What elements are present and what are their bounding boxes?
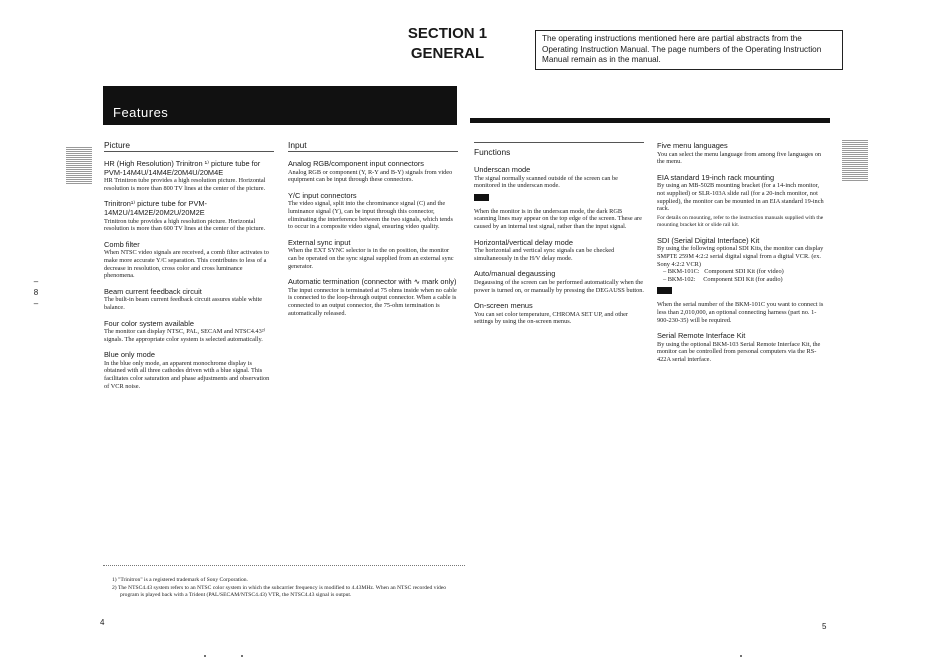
item-title: Four color system available: [104, 318, 194, 328]
features-banner: [103, 86, 457, 124]
item-title: Serial Remote Interface Kit: [657, 331, 746, 341]
column-more: [657, 142, 827, 363]
item-title: Automatic termination (connector with ∿ mark only): [288, 277, 457, 287]
item-body: By using the optional BKM-103 Serial Remote Interface Kit, the monitor can be controlled from personal computers via the RS-422A serial interface.: [657, 340, 821, 363]
item-body: Degaussing of the screen can be performed automatically when the power is turned on, or manually by pressing the DEGAUSS button.: [474, 278, 644, 294]
side-page-marker: – 8 –: [33, 277, 39, 308]
item-title: SDI (Serial Digital Interface) Kit: [657, 235, 760, 245]
item-body: When the EXT SYNC selector is in the on position, the monitor can be operated on the sync signal supplied from an external sync generator.: [288, 247, 454, 270]
page-number-left: 4: [100, 618, 105, 627]
column-heading: Input: [288, 140, 458, 152]
item-title: Y/C input connectors: [288, 190, 357, 200]
item-title: Horizontal/vertical delay mode: [474, 237, 573, 247]
footnote-rule: [103, 565, 465, 566]
footnote-2: 2) The NTSC4.43 system refers to an NTSC color system in which the subcarrier frequency is modified to 4.43MHz. When an NTSC recorded video program is played back with a Trident (PAL/SECAM/NTSC4.43) VTR, the NTSC4.43 signal is output.: [112, 585, 447, 598]
scan-speck: [740, 655, 742, 657]
item-body: The signal normally scanned outside of the screen can be monitored in the underscan mode.: [474, 174, 618, 190]
item-body: The horizontal and vertical sync signals can be checked simultaneously in the H/V delay mode.: [474, 247, 615, 262]
item-title: Comb filter: [104, 239, 140, 249]
scan-speck: [204, 655, 206, 657]
column-heading: Picture: [104, 140, 274, 152]
divider-right: [470, 118, 830, 123]
item-title: External sync input: [288, 237, 351, 247]
notice-box: The operating instructions mentioned here are partial abstracts from the Operating Instruction Manual. The page numbers of the Operating Instruction Manual remain as in the manual.: [535, 30, 843, 70]
scan-speck: [241, 655, 243, 657]
page-number-right: 5: [822, 622, 827, 631]
note-text: When the monitor is in the underscan mode, the dark RGB scanning lines may appear on the top edge of the screen. These are caused by an internal test signal, rather than the input signal.: [474, 207, 642, 230]
section-title: [390, 24, 505, 64]
item-title: Blue only mode: [104, 350, 155, 360]
item-body: By using the following optional SDI Kits, the monitor can display SMPTE 259M 4:2:2 serial digital signal from a digital VCR. (ex. Sony 4:2:2 VCR): [657, 245, 824, 268]
list-item: – BKM-102: Component SDI Kit (for audio): [663, 275, 783, 283]
note-badge: [474, 194, 489, 201]
item-small-note: For details on mounting, refer to the instruction manuals supplied with the mounting bracket kit or slide rail kit.: [657, 214, 824, 228]
item-title: Auto/manual degaussing: [474, 269, 556, 279]
item-body: When NTSC video signals are received, a comb filter activates to make more accurate Y/C separation. This contributes to less of a decrease in resolution, cross color and cross luminance phenomena.: [104, 249, 269, 280]
column-picture: [104, 140, 274, 390]
item-body: The monitor can display NTSC, PAL, SECAM and NTSC4.43²⁾ signals. The appropriate color system is selected automatically.: [104, 328, 266, 343]
list-item: – BKM-101C: Component SDI Kit (for video): [663, 268, 784, 276]
item-body: In the blue only mode, an apparent monochrome display is obtained with all three cathodes driven with a blue signal. This facilitates color saturation and phase adjustments and observation of VCR noise.: [104, 359, 270, 390]
item-body: Analog RGB or component (Y, R-Y and B-Y) signals from video equipment can be input through these connectors.: [288, 168, 453, 184]
column-heading: Functions: [474, 142, 644, 158]
item-title: Trinitron¹⁾ picture tube for PVM-14M2U/14M2E/20M2U/20M2E: [104, 199, 207, 217]
item-body: The built-in beam current feedback circuit assures stable white balance.: [104, 296, 263, 311]
item-body: The input connector is terminated at 75 ohms inside when no cable is connected to the loop-through output connector. When a cable is connected to an output connector, the 75-ohm termination is automatically released.: [288, 286, 457, 317]
item-title: HR (High Resolution) Trinitron ¹⁾ picture tube for PVM-14M4U/14M4E/20M4U/20M4E: [104, 159, 261, 177]
column-functions: [474, 142, 644, 326]
banner-title: Features: [113, 105, 169, 120]
item-body: You can select the menu language from among five languages on the menu.: [657, 150, 822, 166]
item-title: Underscan mode: [474, 165, 531, 174]
note-text: When the serial number of the BKM-101C you want to connect is less than 2,010,000, an optional connecting harness (part no. 1-900-230-35) will be required.: [657, 301, 824, 324]
item-title: On-screen menus: [474, 301, 533, 311]
item-body: HR Trinitron tube provides a high resolution picture. Horizontal resolution is more than 800 TV lines at the center of the picture.: [104, 177, 266, 192]
item-body: The video signal, split into the chrominance signal (C) and the luminance signal (Y), can be input through this connector, eliminating the interference between the two signals, which tends to occur in a composite video signal, ensuring video quality.: [288, 200, 453, 231]
item-body: By using an MB-502B mounting bracket (for a 14-inch monitor, not supplied) or SLR-103A slide rail (for a 20-inch monitor, not supplied), the monitor can be mounted in an EIA standard 19-inch rack.: [657, 182, 824, 213]
column-input: [288, 140, 458, 317]
item-body: You can set color temperature, CHROMA SET UP, and other settings by using the on-screen menus.: [474, 310, 629, 326]
footnote-1: 1) "Trinitron" is a registered trademark of Sony Corporation.: [112, 577, 248, 583]
scan-mark-right: [842, 140, 868, 182]
scan-mark-left: [66, 147, 92, 185]
divider-left: [103, 124, 457, 125]
note-badge: [657, 287, 672, 294]
item-title: Five menu languages: [657, 141, 728, 150]
item-title: Beam current feedback circuit: [104, 286, 202, 296]
item-title: EIA standard 19-inch rack mounting: [657, 172, 775, 182]
item-body: Trinitron tube provides a high resolution picture. Horizontal resolution is more than 600 TV lines at the center of the picture.: [104, 217, 266, 233]
section-name: GENERAL: [410, 45, 485, 62]
item-title: Analog RGB/component input connectors: [288, 159, 424, 168]
section-number: SECTION 1: [407, 25, 488, 42]
